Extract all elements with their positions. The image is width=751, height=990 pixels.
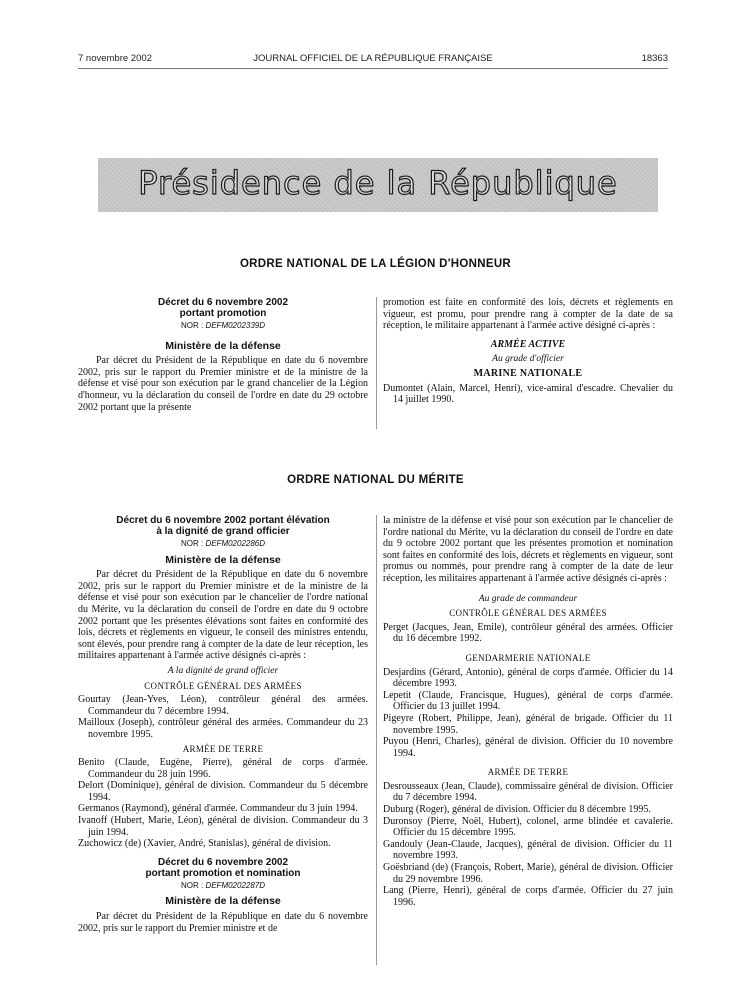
list-item: Goësbriand (de) (François, Robert, Marie), général de division. Officier du 29 novembre 1996.: [383, 862, 673, 885]
list-item: Lepetit (Claude, Francisque, Hugues), général de corps d'armée. Officier du 13 juillet 1994.: [383, 689, 673, 713]
decree-body-continued: promotion est faite en conformité des lois, décrets et règlements en vigueur, est promu, pour prendre rang à compter de la date de sa réception, le militaire appartenant à l'armée active désigné ci-après :: [383, 297, 673, 332]
nor-label: NOR :: [180, 539, 204, 548]
decree-body: Par décret du Président de la République en date du 6 novembre 2002, pris sur le rapport du Premier ministre et de la ministre de la défense et visé pour son exécution par le grand chancelier de la Légion d'honneur, vu la déclaration du conseil de l'ordre en date du 29 octobre 2002 portant que la présente: [78, 355, 368, 413]
nor-code: DEFM0202287D: [205, 880, 266, 890]
corps-heading: GENDARMERIE NATIONALE: [465, 652, 591, 663]
list-item: Desrousseaux (Jean, Claude), commissaire général de division. Officier du 7 décembre 1994.: [383, 780, 673, 804]
decree-subtitle: portant promotion et nomination: [145, 867, 301, 879]
list-item: Duronsoy (Pierre, Noël, Hubert), colonel, arme blindée et cavalerie. Officier du 15 décembre 1995.: [383, 815, 673, 839]
merite-left-column: [78, 515, 368, 934]
decree-subtitle: portant promotion: [179, 308, 267, 319]
nor-reference: [78, 538, 368, 550]
decree-body-continued: la ministre de la défense et visé pour son exécution par le chancelier de l'ordre national du Mérite, vu la déclaration du conseil de l'ordre en date du 9 octobre 2002 portant que les présentes promotion et nomination sont faites en conformité des lois, décrets et règlements en vigueur, sont promus ou nommés, pour prendre rang à compter de la date de leur réception, les militaires appartenant à l'armée active désignés ci-après :: [383, 515, 673, 584]
decree-subtitle: à la dignité de grand officier: [156, 526, 290, 537]
list-item: Zuchowicz (de) (Xavier, André, Stanislas), général de division.: [78, 838, 331, 850]
decree-body: Par décret du Président de la République en date du 6 novembre 2002, pris sur le rapport du Premier ministre et de la ministre de la défense et visé pour son exécution par le chancelier de l'ordre national du Mérite, vu la déclaration du conseil de l'ordre en date du 9 octobre 2002 portant que les présentes élévations sont faites en conformité des lois, décrets et règlements en vigueur, le conseil des ministres entendu, sont élevés, pour prendre rang à compter de la date de leur réception, les militaires appartenant à l'armée active désignés ci-après :: [78, 569, 368, 662]
nor-reference: [78, 880, 368, 892]
corps-heading: ARMÉE DE TERRE: [182, 743, 264, 754]
ministry-heading: Ministère de la défense: [165, 553, 281, 566]
legion-right-column: [383, 297, 673, 406]
list-item: Puyou (Henri, Charles), général de division. Officier du 10 novembre 1994.: [383, 736, 673, 759]
list-item: Duburg (Roger), général de division. Officier du 8 décembre 1995.: [383, 804, 651, 816]
list-item: Gourtay (Jean-Yves, Léon), contrôleur général des armées. Commandeur du 7 décembre 1994.: [78, 694, 368, 717]
section-title-legion: ORDRE NATIONAL DE LA LÉGION D'HONNEUR: [239, 258, 512, 270]
nor-reference: [78, 320, 368, 332]
column-divider: [376, 515, 377, 965]
decree-title: Décret du 6 novembre 2002: [157, 297, 289, 308]
nor-code: DEFM0202286D: [205, 539, 266, 548]
ministry-heading: Ministère de la défense: [165, 895, 281, 908]
list-item: Benito (Claude, Eugène, Pierre), général de corps d'armée. Commandeur du 28 juin 1996.: [78, 757, 368, 780]
nor-label: NOR :: [180, 321, 204, 330]
ministry-heading: Ministère de la défense: [165, 339, 281, 352]
list-item: Pigeyre (Robert, Philippe, Jean), général de brigade. Officier du 11 novembre 1995.: [383, 712, 673, 736]
list-item: Delort (Dominique), général de division. Commandeur du 5 décembre 1994.: [78, 780, 368, 803]
list-item: Germanos (Raymond), général d'armée. Commandeur du 3 juin 1994.: [78, 803, 358, 815]
grade-heading: A la dignité de grand officier: [167, 665, 279, 676]
decree-body: Par décret du Président de la République en date du 6 novembre 2002, pris sur le rapport du Premier ministre et de: [78, 911, 368, 934]
nor-label: NOR :: [180, 880, 204, 890]
corps-heading: ARMÉE DE TERRE: [487, 767, 569, 778]
grade-heading: Au grade d'officier: [492, 354, 564, 365]
section-title-merite: ORDRE NATIONAL DU MÉRITE: [287, 474, 464, 486]
nor-code: DEFM0202339D: [205, 321, 266, 330]
column-divider: [376, 297, 377, 429]
header-rule: [78, 68, 668, 69]
decree-title: Décret du 6 novembre 2002 portant élévation: [116, 515, 330, 526]
list-item: Desjardins (Gérard, Antonio), général de corps d'armée. Officier du 14 décembre 1993.: [383, 666, 673, 690]
header-journal-title: JOURNAL OFFICIEL DE LA RÉPUBLIQUE FRANÇAISE: [253, 53, 493, 64]
list-item: Lang (Pierre, Henri), général de corps d'armée. Officier du 27 juin 1996.: [383, 885, 673, 908]
banner-title: Présidence de la République: [138, 164, 618, 202]
header-page-number: 18363: [641, 53, 668, 64]
list-item: Mailloux (Joseph), contrôleur général des armées. Commandeur du 23 novembre 1995.: [78, 717, 368, 740]
service-heading: MARINE NATIONALE: [473, 367, 583, 379]
header-date: 7 novembre 2002: [78, 53, 152, 64]
merite-right-column: [383, 515, 673, 908]
list-item: Gandouly (Jean-Claude, Jacques), général de division. Officier du 11 novembre 1993.: [383, 838, 673, 862]
legion-left-column: [78, 297, 368, 413]
page-header: [78, 53, 668, 65]
list-item: Dumontet (Alain, Marcel, Henri), vice-amiral d'escadre. Chevalier du 14 juillet 1990.: [383, 382, 673, 406]
list-item: Ivanoff (Hubert, Marie, Léon), général de division. Commandeur du 3 juin 1994.: [78, 815, 368, 838]
list-item: Perget (Jacques, Jean, Emile), contrôleur général des armées. Officier du 16 décembre 1992.: [383, 621, 673, 645]
presidence-banner: [98, 158, 658, 212]
decree-title: Décret du 6 novembre 2002: [157, 856, 289, 868]
grade-heading: Au grade de commandeur: [478, 593, 578, 604]
corps-heading: CONTRÔLE GÉNÉRAL DES ARMÉES: [144, 680, 302, 691]
army-heading: ARMÉE ACTIVE: [490, 338, 566, 350]
corps-heading: CONTRÔLE GÉNÉRAL DES ARMÉES: [449, 608, 607, 619]
